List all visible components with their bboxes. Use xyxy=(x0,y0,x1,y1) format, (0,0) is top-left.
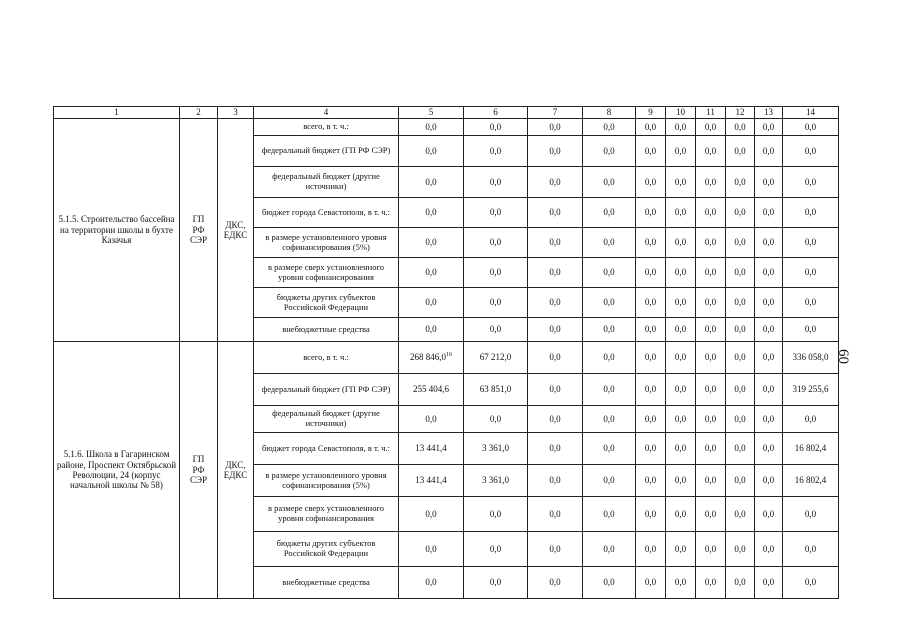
value-cell: 3 361,0 xyxy=(464,465,528,497)
value-cell: 0,0 xyxy=(464,497,528,532)
value-cell: 0,0 xyxy=(464,228,528,258)
value-cell: 0,0 xyxy=(783,288,839,318)
value-cell: 0,0 xyxy=(464,167,528,198)
value-cell: 0,0 xyxy=(636,136,666,167)
value-cell: 0,0 xyxy=(583,497,636,532)
program-cell: ГП РФ СЭР xyxy=(180,342,218,599)
value-cell: 0,0 xyxy=(528,119,583,136)
value-cell: 0,0 xyxy=(666,228,696,258)
value-cell: 63 851,0 xyxy=(464,374,528,406)
value-cell: 0,0 xyxy=(399,406,464,433)
header-cell: 5 xyxy=(399,107,464,119)
value-cell: 0,0 xyxy=(399,288,464,318)
value-cell: 0,0 xyxy=(399,167,464,198)
value-cell: 0,0 xyxy=(783,119,839,136)
header-row xyxy=(54,107,839,119)
value-cell: 0,0 xyxy=(755,342,783,374)
value-cell: 0,0 xyxy=(583,433,636,465)
value-cell: 0,0 xyxy=(726,318,755,342)
value-cell: 0,0 xyxy=(583,532,636,567)
value-cell: 0,0 xyxy=(464,318,528,342)
value-cell: 0,0 xyxy=(636,433,666,465)
header-cell: 6 xyxy=(464,107,528,119)
value-cell: 0,0 xyxy=(666,497,696,532)
value-cell: 0,0 xyxy=(528,288,583,318)
value-cell: 0,0 xyxy=(636,406,666,433)
value-cell: 0,0 xyxy=(583,567,636,599)
value-cell: 16 802,4 xyxy=(783,433,839,465)
value-cell: 0,0 xyxy=(666,532,696,567)
value-cell: 0,0 xyxy=(755,497,783,532)
value-cell: 0,0 xyxy=(583,136,636,167)
value-cell: 0,0 xyxy=(464,258,528,288)
value-cell: 0,0 xyxy=(783,136,839,167)
value-cell: 0,0 xyxy=(528,374,583,406)
value-cell: 3 361,0 xyxy=(464,433,528,465)
value-cell: 0,0 xyxy=(726,119,755,136)
value-cell: 0,0 xyxy=(726,497,755,532)
funding-source-cell: всего, в т. ч.: xyxy=(254,342,399,374)
value-cell: 0,0 xyxy=(755,167,783,198)
value-cell: 0,0 xyxy=(528,433,583,465)
value-cell: 0,0 xyxy=(726,374,755,406)
value-cell: 0,0 xyxy=(726,258,755,288)
value-cell: 0,0 xyxy=(696,532,726,567)
executor-cell: ДКС, ЕДКС xyxy=(218,342,254,599)
value-cell: 0,0 xyxy=(783,497,839,532)
value-cell: 0,0 xyxy=(528,258,583,288)
value-cell: 0,0 xyxy=(528,532,583,567)
value-cell: 0,0 xyxy=(666,258,696,288)
value-cell: 0,0 xyxy=(399,258,464,288)
value-cell: 0,0 xyxy=(755,119,783,136)
value-cell: 0,0 xyxy=(666,136,696,167)
value-cell: 0,0 xyxy=(464,136,528,167)
value-cell: 0,0 xyxy=(696,258,726,288)
header-cell: 2 xyxy=(180,107,218,119)
value-cell: 0,0 xyxy=(636,567,666,599)
value-cell: 0,0 xyxy=(666,433,696,465)
funding-source-cell: в размере сверх установленного уровня софинансирования xyxy=(254,497,399,532)
value-cell: 0,0 xyxy=(528,318,583,342)
header-cell: 4 xyxy=(254,107,399,119)
value-cell: 0,0 xyxy=(636,497,666,532)
value-cell: 0,0 xyxy=(636,342,666,374)
value-cell: 0,0 xyxy=(696,497,726,532)
value-cell: 0,0 xyxy=(464,119,528,136)
executor-cell: ДКС, ЕДКС xyxy=(218,119,254,342)
value-cell: 0,0 xyxy=(696,288,726,318)
page-number: 60 xyxy=(835,349,851,364)
value-cell: 0,0 xyxy=(583,258,636,288)
value-cell: 0,0 xyxy=(583,342,636,374)
value-cell: 0,0 xyxy=(583,406,636,433)
value-cell: 0,0 xyxy=(528,465,583,497)
value-cell: 0,0 xyxy=(399,228,464,258)
value-cell: 0,0 xyxy=(726,406,755,433)
value-cell: 0,0 xyxy=(528,342,583,374)
header-cell: 10 xyxy=(666,107,696,119)
value-cell: 0,0 xyxy=(399,318,464,342)
value-cell: 13 441,4 xyxy=(399,433,464,465)
value-cell: 0,0 xyxy=(726,567,755,599)
value-cell: 0,0 xyxy=(755,318,783,342)
funding-source-cell: федеральный бюджет (ГП РФ СЭР) xyxy=(254,136,399,167)
value-cell: 0,0 xyxy=(696,567,726,599)
value-cell: 0,0 xyxy=(696,167,726,198)
value-cell: 0,0 xyxy=(726,198,755,228)
value-cell: 0,0 xyxy=(755,258,783,288)
value-cell: 0,0 xyxy=(726,342,755,374)
value-cell: 0,0 xyxy=(464,288,528,318)
value-cell: 0,0 xyxy=(528,167,583,198)
value-cell: 16 802,4 xyxy=(783,465,839,497)
value-cell: 0,0 xyxy=(583,198,636,228)
value-cell: 0,0 xyxy=(783,532,839,567)
object-name-cell: 5.1.5. Строительство бассейна на территории школы в бухте Казачья xyxy=(54,119,180,342)
value-cell: 0,0 xyxy=(726,136,755,167)
value-cell: 0,0 xyxy=(666,198,696,228)
value-cell: 0,0 xyxy=(666,342,696,374)
value-cell: 0,0 xyxy=(583,167,636,198)
value-text: 268 846,0 xyxy=(410,352,446,363)
header-cell: 13 xyxy=(755,107,783,119)
value-cell: 0,0 xyxy=(666,119,696,136)
value-cell: 0,0 xyxy=(696,406,726,433)
value-cell: 0,0 xyxy=(636,374,666,406)
value-cell: 0,0 xyxy=(636,198,666,228)
value-cell: 0,0 xyxy=(696,119,726,136)
value-cell: 0,0 xyxy=(755,228,783,258)
budget-table xyxy=(53,106,839,599)
value-cell: 0,0 xyxy=(528,136,583,167)
header-cell: 9 xyxy=(636,107,666,119)
value-cell: 0,0 xyxy=(755,288,783,318)
value-cell: 0,0 xyxy=(399,567,464,599)
value-cell: 0,0 xyxy=(636,119,666,136)
funding-source-cell: бюджет города Севастополя, в т. ч.: xyxy=(254,198,399,228)
funding-source-cell: всего, в т. ч.: xyxy=(254,119,399,136)
header-cell: 7 xyxy=(528,107,583,119)
value-cell: 0,0 xyxy=(464,532,528,567)
value-cell: 0,0 xyxy=(636,228,666,258)
value-cell: 0,0 xyxy=(583,465,636,497)
funding-source-cell: в размере установленного уровня софинансирования (5%) xyxy=(254,228,399,258)
value-cell: 0,0 xyxy=(696,465,726,497)
value-cell: 0,0 xyxy=(755,433,783,465)
funding-source-cell: бюджеты других субъектов Российской Федерации xyxy=(254,288,399,318)
value-cell: 0,0 xyxy=(583,228,636,258)
value-cell: 0,0 xyxy=(726,465,755,497)
funding-source-cell: в размере установленного уровня софинансирования (5%) xyxy=(254,465,399,497)
header-cell: 14 xyxy=(783,107,839,119)
header-cell: 11 xyxy=(696,107,726,119)
value-cell: 0,0 xyxy=(666,567,696,599)
value-cell: 0,0 xyxy=(399,136,464,167)
value-cell: 0,0 xyxy=(464,567,528,599)
funding-source-cell: федеральный бюджет (другие источники) xyxy=(254,167,399,198)
value-cell: 0,0 xyxy=(583,318,636,342)
value-cell: 0,0 xyxy=(666,374,696,406)
value-cell: 0,0 xyxy=(666,406,696,433)
value-cell: 0,0 xyxy=(666,318,696,342)
value-cell: 0,0 xyxy=(696,342,726,374)
value-cell: 0,0 xyxy=(636,288,666,318)
value-cell: 0,0 xyxy=(696,374,726,406)
value-cell: 0,0 xyxy=(726,288,755,318)
value-cell: 0,0 xyxy=(399,119,464,136)
value-cell: 0,0 xyxy=(528,198,583,228)
value-cell: 0,0 xyxy=(696,136,726,167)
value-cell: 255 404,6 xyxy=(399,374,464,406)
value-cell: 0,0 xyxy=(755,567,783,599)
value-cell: 0,0 xyxy=(666,288,696,318)
value-cell: 0,0 xyxy=(783,228,839,258)
value-cell: 0,0 xyxy=(464,198,528,228)
header-cell: 1 xyxy=(54,107,180,119)
value-cell: 0,0 xyxy=(783,318,839,342)
value-cell: 0,0 xyxy=(755,465,783,497)
funding-source-cell: федеральный бюджет (ГП РФ СЭР) xyxy=(254,374,399,406)
value-cell: 0,0 xyxy=(783,167,839,198)
value-cell: 0,0 xyxy=(528,497,583,532)
value-cell: 13 441,4 xyxy=(399,465,464,497)
funding-source-cell: федеральный бюджет (другие источники) xyxy=(254,406,399,433)
footnote-marker: 16 xyxy=(446,352,452,359)
value-cell: 0,0 xyxy=(636,465,666,497)
object-name-cell: 5.1.6. Школа в Гагаринском районе, Проспект Октябрьской Революции, 24 (корпус начальной школы № 58) xyxy=(54,342,180,599)
funding-source-cell: в размере сверх установленного уровня софинансирования xyxy=(254,258,399,288)
value-cell: 0,0 xyxy=(583,119,636,136)
funding-source-cell: бюджеты других субъектов Российской Федерации xyxy=(254,532,399,567)
value-cell: 0,0 xyxy=(755,374,783,406)
value-cell: 67 212,0 xyxy=(464,342,528,374)
budget-table-body xyxy=(54,107,839,599)
value-cell: 0,0 xyxy=(755,198,783,228)
value-cell: 0,0 xyxy=(726,433,755,465)
value-cell: 0,0 xyxy=(636,258,666,288)
funding-source-cell: внебюджетные средства xyxy=(254,318,399,342)
value-cell: 0,0 xyxy=(583,374,636,406)
value-cell: 0,0 xyxy=(528,228,583,258)
value-cell: 0,0 xyxy=(666,465,696,497)
value-cell: 0,0 xyxy=(399,198,464,228)
value-cell: 0,0 xyxy=(528,406,583,433)
value-cell: 0,0 xyxy=(726,167,755,198)
table-row xyxy=(54,342,839,374)
value-cell: 0,0 xyxy=(696,228,726,258)
header-cell: 3 xyxy=(218,107,254,119)
value-cell: 319 255,6 xyxy=(783,374,839,406)
funding-source-cell: внебюджетные средства xyxy=(254,567,399,599)
value-cell: 0,0 xyxy=(399,497,464,532)
table-row xyxy=(54,119,839,136)
program-cell: ГП РФ СЭР xyxy=(180,119,218,342)
value-cell: 0,0 xyxy=(696,433,726,465)
value-cell: 0,0 xyxy=(726,532,755,567)
value-cell: 0,0 xyxy=(696,318,726,342)
value-cell: 0,0 xyxy=(696,198,726,228)
funding-source-cell: бюджет города Севастополя, в т. ч.: xyxy=(254,433,399,465)
value-cell: 0,0 xyxy=(755,532,783,567)
value-cell: 0,0 xyxy=(636,167,666,198)
value-cell: 0,0 xyxy=(783,198,839,228)
value-cell: 0,0 xyxy=(399,532,464,567)
value-cell: 0,0 xyxy=(783,258,839,288)
value-cell: 0,0 xyxy=(636,318,666,342)
value-cell: 0,0 xyxy=(783,567,839,599)
value-cell: 0,0 xyxy=(783,406,839,433)
value-cell: 0,0 xyxy=(726,228,755,258)
value-cell: 0,0 xyxy=(528,567,583,599)
value-cell: 336 058,0 xyxy=(783,342,839,374)
value-cell: 0,0 xyxy=(755,136,783,167)
value-cell: 0,0 xyxy=(755,406,783,433)
value-cell: 0,0 xyxy=(636,532,666,567)
value-cell: 0,0 xyxy=(666,167,696,198)
value-cell xyxy=(399,342,464,374)
header-cell: 12 xyxy=(726,107,755,119)
value-cell: 0,0 xyxy=(583,288,636,318)
header-cell: 8 xyxy=(583,107,636,119)
value-cell: 0,0 xyxy=(464,406,528,433)
